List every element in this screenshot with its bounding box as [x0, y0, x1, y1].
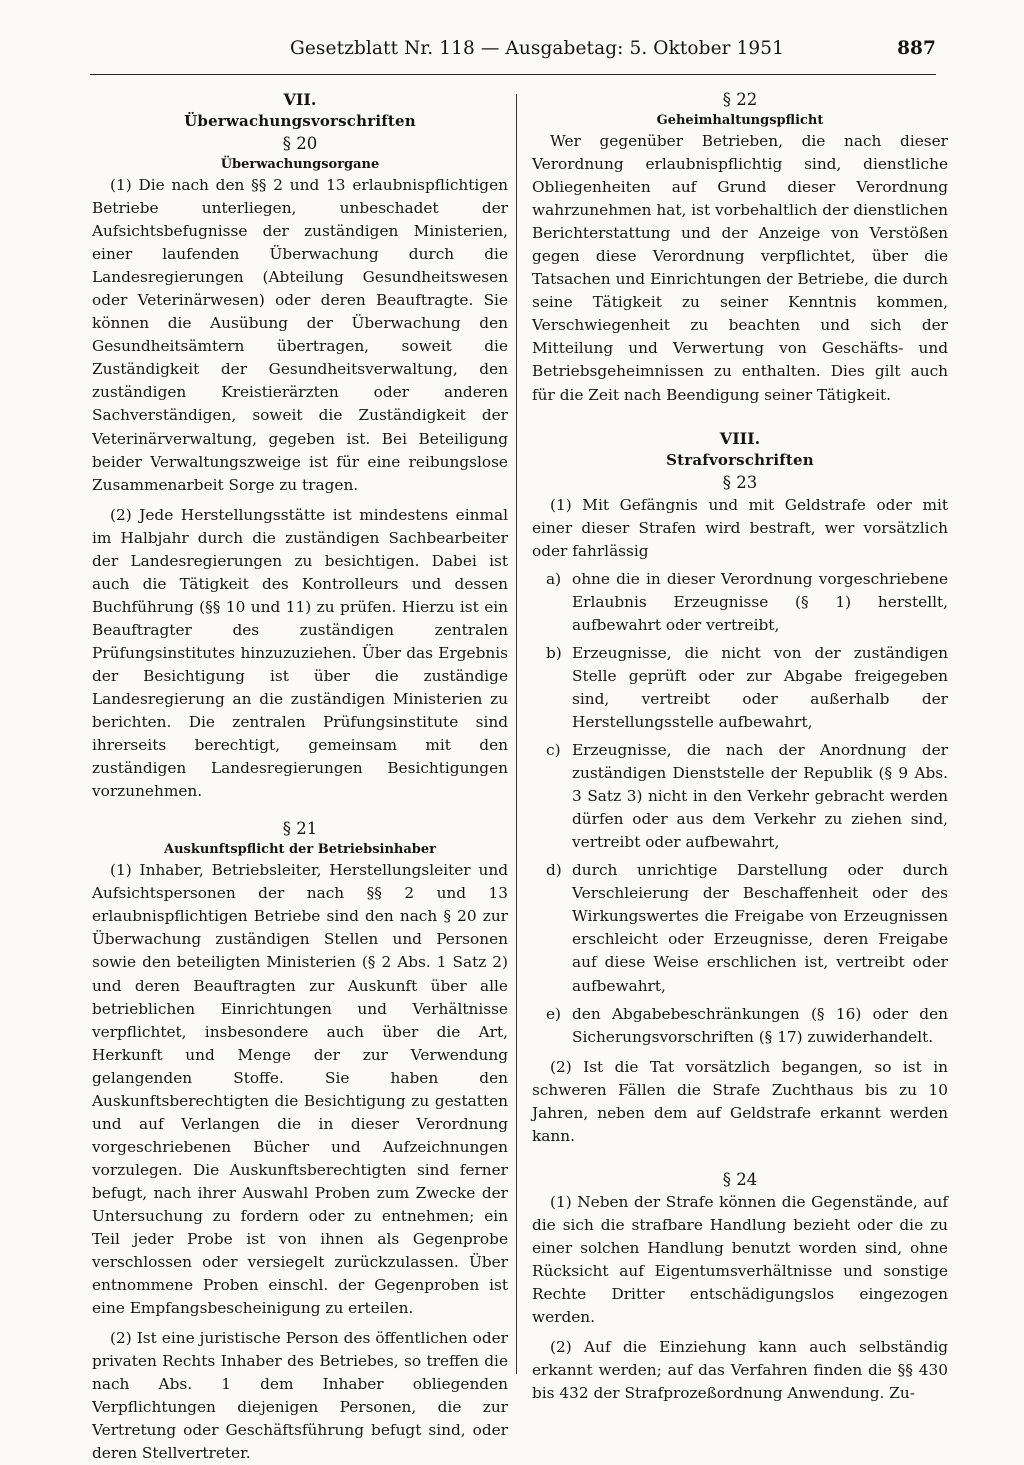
section-21-title: Auskunftspflicht der Betriebsinhaber: [163, 842, 436, 858]
list-item: [532, 642, 948, 734]
item-label: d): [546, 861, 562, 880]
part-vii-number: VII.: [283, 90, 317, 109]
list-item: [532, 568, 948, 637]
section-21-paragraph-2: (2) Ist eine juristische Person des öffentlichen oder privaten Rechts Inhaber des Betriebes, so treffen die nach Abs. 1 dem Inhaber obliegenden Verpflichtungen diejenigen Personen, die zur Vertretung oder Geschäftsführung befugt sind, oder deren Stellvertreter.: [92, 1329, 508, 1463]
section-23-paragraph-2: (2) Ist die Tat vorsätzlich begangen, so ist in schweren Fällen die Strafe Zuchthaus bis zu 10 Jahren, neben dem auf Geldstrafe erkannt werden kann.: [532, 1057, 948, 1145]
column-divider: [516, 94, 517, 1374]
item-text: den Abgabebeschränkungen (§ 16) oder den Sicherungsvorschriften (§ 17) zuwiderhandelt.: [572, 1004, 948, 1046]
section-21-paragraph-1: (1) Inhaber, Betriebsleiter, Herstellungsleiter und Aufsichtspersonen der nach §§ 2 und 13 erlaubnispflichtigen Betriebe sind den nach § 20 zur Überwachung zuständigen Stellen und Personen sowie den beteiligten Ministerien (§ 2 Abs. 1 Satz 2) und deren Beauftragten zur Auskunft über alle betrieblichen Einrichtungen und Verhältnisse verpflichtet, insbesondere auch über die Art, Herkunft und Menge der zur Verwendung gelangenden Stoffe. Sie haben den Auskunftsberechtigten die Besichtigung zu gestatten und auf Verlangen die in dieser Verordnung vorgeschriebenen Bücher und Aufzeichnungen vorzulegen. Die Auskunftsberechtigten sind ferner befugt, nach ihrer Auswahl Proben zum Zwecke der Untersuchung zu fordern oder zu entnehmen; ein Teil jeder Probe ist von ihnen als Gegenprobe verschlossen oder versiegelt zurückzulassen. Über entnommene Proben einschl. der Gegenproben ist eine Empfangsbescheinigung zu erteilen.: [92, 861, 508, 1318]
right-column: [532, 88, 948, 1405]
item-text: ohne die in dieser Verordnung vorgeschriebene Erlaubnis Erzeugnisse (§ 1) herstellt, aufbewahrt oder vertreibt,: [572, 569, 948, 634]
section-22-paragraph: Wer gegenüber Betrieben, die nach dieser Verordnung erlaubnispflichtig sind, dienstliche Obliegenheiten auf Grund dieser Verordnung wahrzunehmen hat, ist vorbehaltlich der dienstlichen Berichterstattung und der Anzeige von Verstößen gegen diese Verordnung verpflichtet, über die Tatsachen und Einrichtungen der Betriebe, die durch seine Tätigkeit zu seiner Kenntnis kommen, Verschwiegenheit zu beachten und sich der Mitteilung und Verwertung von Geschäfts- und Betriebsgeheimnissen zu enthalten. Dies gilt auch für die Zeit nach Beendigung seiner Tätigkeit.: [532, 132, 948, 404]
section-23-number: § 23: [722, 472, 758, 492]
part-viii-title: Strafvorschriften: [666, 450, 814, 469]
item-label: b): [546, 643, 562, 662]
left-column: [92, 88, 508, 1465]
list-item: [532, 859, 948, 997]
item-text: durch unrichtige Darstellung oder durch Verschleierung der Beschaffenheit oder des Wirkungswertes die Freigabe von Erzeugnissen erschleicht oder Erzeugnisse, deren Freigabe auf diese Weise erschlichen ist, vertreibt oder aufbewahrt,: [572, 861, 948, 995]
section-23-items: [532, 568, 948, 1049]
section-24-paragraph-1: (1) Neben der Strafe können die Gegenstände, auf die sich die strafbare Handlung bezieht oder die zu einer solchen Handlung benutzt worden sind, ohne Rücksicht auf Eigentumsverhältnisse und sonstige Rechte Dritter entschädigungslos eingezogen werden.: [532, 1192, 948, 1327]
header-title: Gesetzblatt Nr. 118 — Ausgabetag: 5. Oktober 1951: [290, 38, 785, 59]
section-20-title: Überwachungsorgane: [220, 157, 380, 172]
section-22-number: § 22: [722, 90, 758, 109]
list-item: [532, 1003, 948, 1049]
section-20-paragraph-2: (2) Jede Herstellungsstätte ist mindestens einmal im Halbjahr durch die zuständigen Sachbearbeiter der Landesregierungen zu besichtigen. Dabei ist auch die Tätigkeit des Kontrolleurs und dessen Buchführung (§§ 10 und 11) zu prüfen. Hierzu ist ein Beauftragter des zuständigen zentralen Prüfungsinstitutes hinzuzuziehen. Über das Ergebnis der Besichtigung ist über die zuständige Landesregierung an die zuständigen Ministerien zu berichten. Die zentralen Prüfungsinstitute sind ihrerseits berechtigt, gemeinsam mit den zuständigen Landesregierungen Besichtigungen vorzunehmen.: [92, 505, 508, 801]
part-vii-title: Überwachungsvorschriften: [184, 112, 416, 130]
section-23-paragraph-1: (1) Mit Gefängnis und mit Geldstrafe oder mit einer dieser Strafen wird bestraft, wer vorsätzlich oder fahrlässig: [532, 495, 948, 560]
part-viii-number: VIII.: [719, 428, 761, 448]
list-item: [532, 739, 948, 854]
item-label: e): [546, 1004, 562, 1023]
page-number: 887: [897, 38, 936, 59]
item-text: Erzeugnisse, die nicht von der zuständigen Stelle geprüft oder zur Abgabe freigegeben sind, vertreibt oder außerhalb der Herstellungsstelle aufbewahrt,: [572, 643, 948, 731]
section-24-paragraph-2: (2) Auf die Einziehung kann auch selbständig erkannt werden; auf das Verfahren finden die §§ 430 bis 432 der Strafprozeßordnung Anwendung. Zu-: [532, 1338, 948, 1403]
section-21-number: § 21: [282, 819, 318, 839]
section-24-number: § 24: [722, 1169, 758, 1189]
item-label: a): [546, 569, 562, 588]
page-header: [90, 34, 936, 75]
item-text: Erzeugnisse, die nach der Anordnung der zuständigen Dienststelle der Republik (§ 9 Abs. 3 Satz 3) nicht in den Verkehr gebracht werden dürfen oder aus dem Verkehr zu ziehen sind, vertreibt oder aufbewahrt,: [572, 741, 948, 852]
section-20-paragraph-1: (1) Die nach den §§ 2 und 13 erlaubnispflichtigen Betriebe unterliegen, unbeschadet der Aufsichtsbefugnisse der zuständigen Ministerien, einer laufenden Überwachung durch die Landesregierungen (Abteilung Gesundheitswesen oder Veterinärwesen) oder deren Beauftragte. Sie können die Ausübung der Überwachung den Gesundheitsämtern übertragen, soweit die Zuständigkeit der Gesundheitsverwaltung, den zuständigen Kreistierärzten oder anderen Sachverständigen, soweit die Zuständigkeit der Veterinärverwaltung, gegeben ist. Bei Beteiligung beider Verwaltungszweige ist für eine reibungslose Zusammenarbeit Sorge zu tragen.: [92, 176, 508, 494]
section-20-number: § 20: [282, 134, 318, 153]
item-label: c): [546, 741, 561, 760]
section-22-title: Geheimhaltungspflicht: [656, 113, 824, 128]
